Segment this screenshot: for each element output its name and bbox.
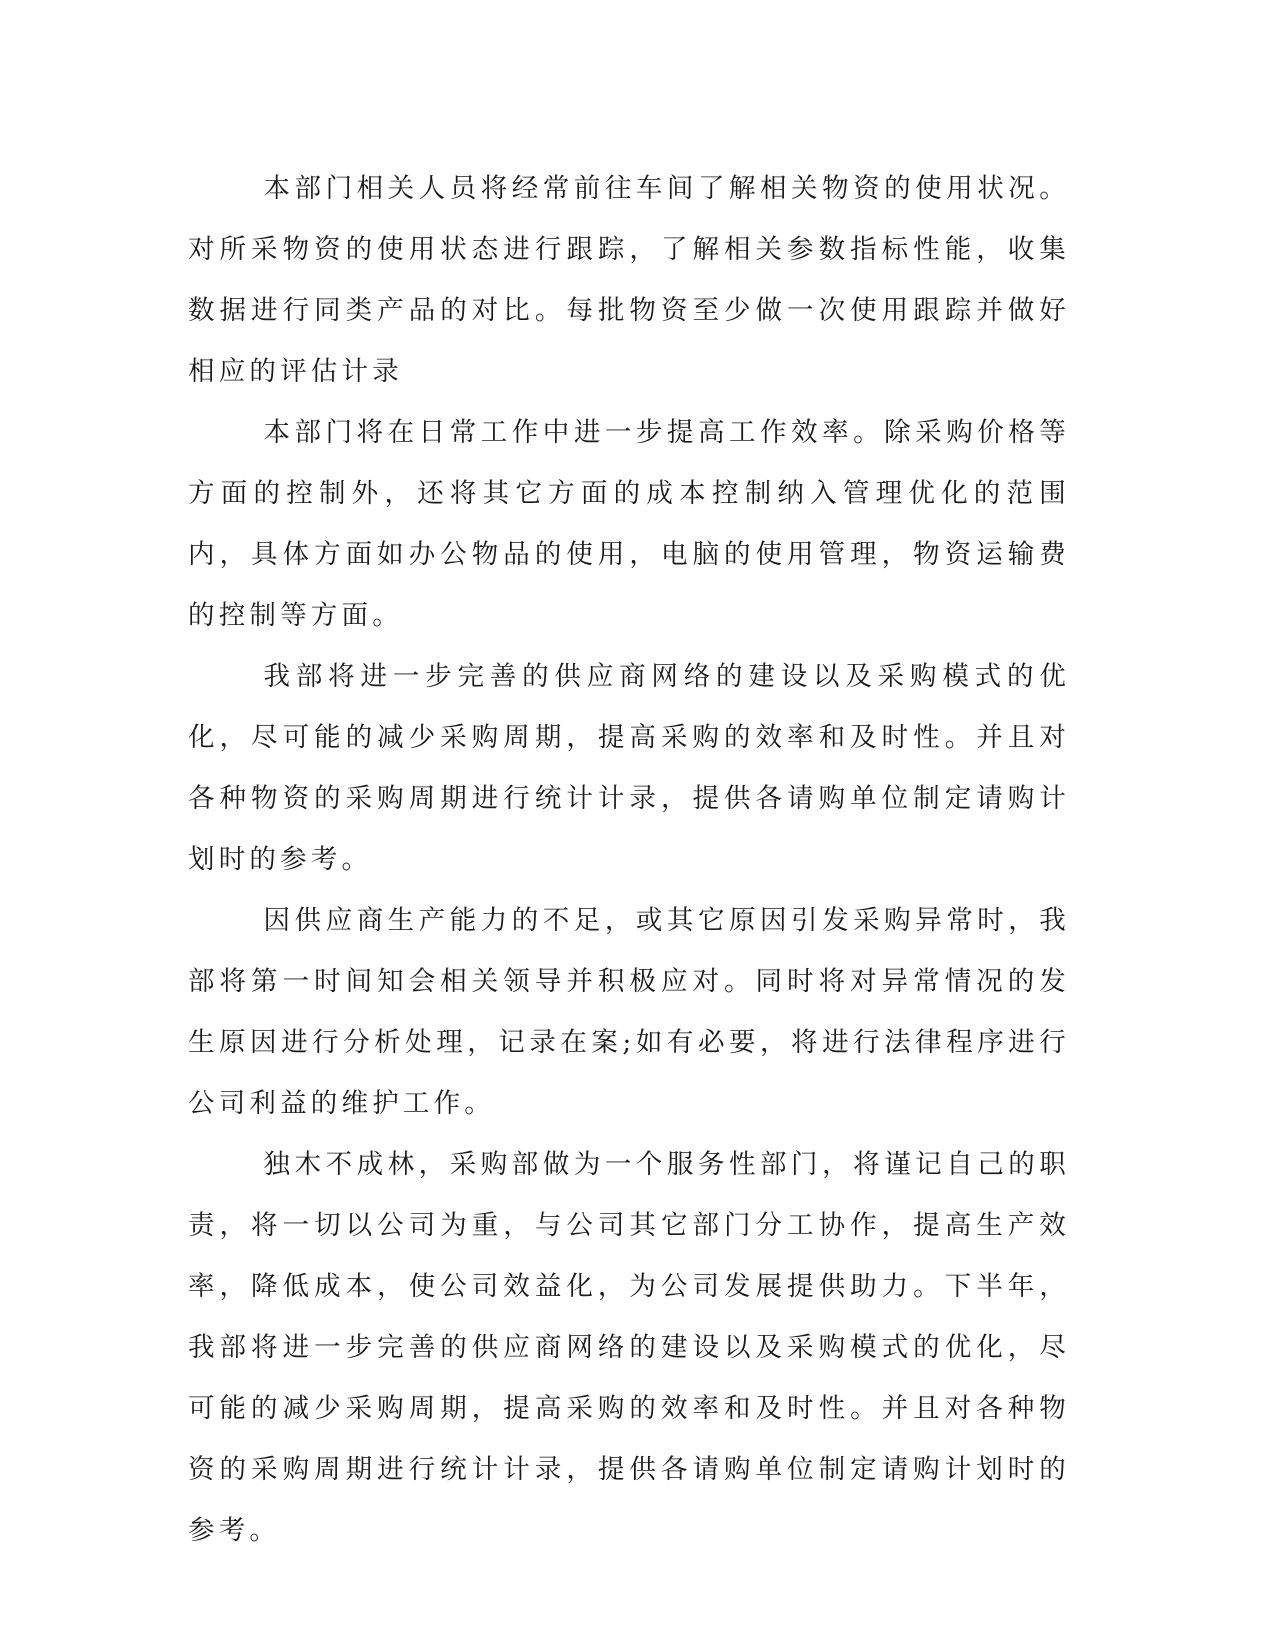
paragraph-work-efficiency: 本部门将在日常工作中进一步提高工作效率。除采购价格等方面的控制外，还将其它方面的成本控制纳入管理优化的范围内，具体方面如办公物品的使用，电脑的使用管理，物资运输费的控制等方面。 [188,417,1070,631]
paragraph-teamwork-summary: 独木不成林，采购部做为一个服务性部门，将谨记自己的职责，将一切以公司为重，与公司其它部门分工协作，提高生产效率，降低成本，使公司效益化，为公司发展提供助力。下半年，我部将进一步完善的供应商网络的建设以及采购模式的优化，尽可能的减少采购周期，提高采购的效率和及时性。并且对各种物资的采购周期进行统计计录，提供各请购单位制定请购计划时的参考。 [188,1149,1070,1546]
paragraph-supplier-network: 我部将进一步完善的供应商网络的建设以及采购模式的优化，尽可能的减少采购周期，提高采购的效率和及时性。并且对各种物资的采购周期进行统计计录，提供各请购单位制定请购计划时的参考。 [188,661,1070,875]
paragraph-usage-tracking: 本部门相关人员将经常前往车间了解相关物资的使用状况。对所采物资的使用状态进行跟踪，了解相关参数指标性能，收集数据进行同类产品的对比。每批物资至少做一次使用跟踪并做好相应的评估计录 [188,173,1070,387]
document-body [188,158,1070,1561]
paragraph-procurement-exceptions: 因供应商生产能力的不足，或其它原因引发采购异常时，我部将第一时间知会相关领导并积极应对。同时将对异常情况的发生原因进行分析处理，记录在案;如有必要，将进行法律程序进行公司利益的维护工作。 [188,905,1070,1119]
